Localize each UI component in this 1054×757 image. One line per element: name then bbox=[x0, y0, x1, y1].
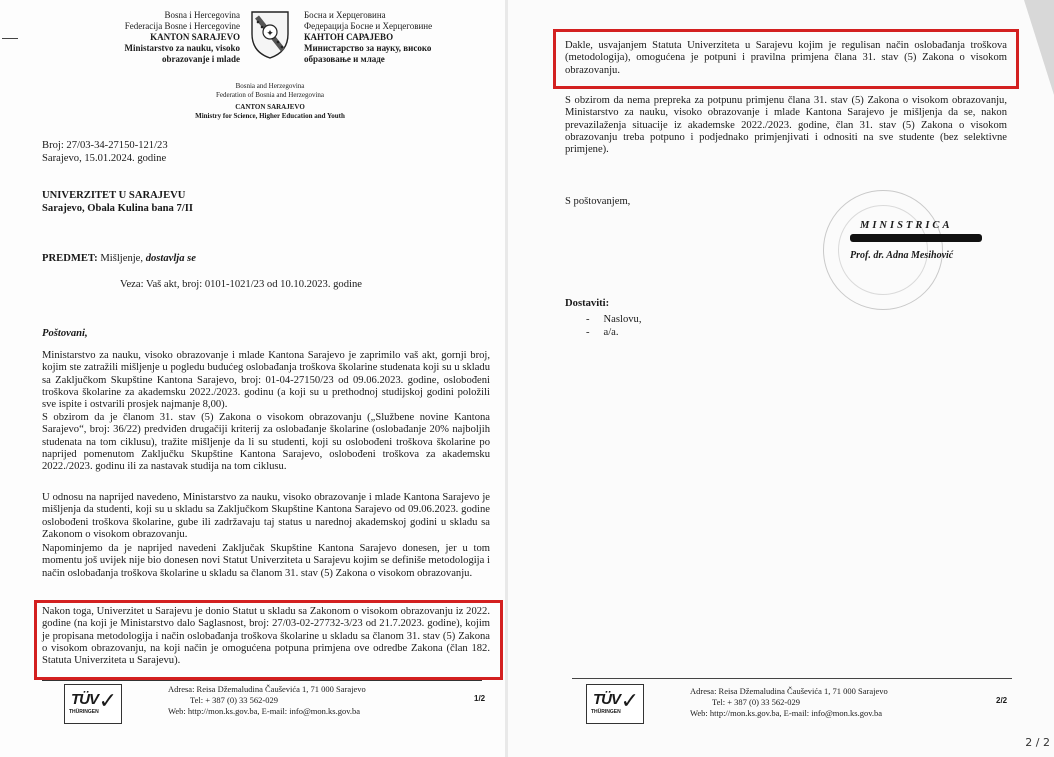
footer-contact-2: Adresa: Reisa Džemaludina Čauševića 1, 71 000 Sarajevo Tel: + 387 (0) 33 562-029 Web: http://mon.ks.gov.ba, E-mail: info@mon.ks.gov.ba bbox=[690, 686, 888, 718]
page-indicator: 2 / 2 bbox=[1025, 736, 1050, 749]
paragraph-4: Napominjemo da je naprijed navedeni Zaključak Skupštine Kantona Sarajevo donesen, jer u tom momentu još uvijek nije bio donesen novi Statut Univerziteta u Sarajevu kojim se definiše metodologija i način oslobađanja troškova školarine u skladu sa članom 31. stav (5) Zakona o visokom obrazovanju. bbox=[42, 543, 490, 579]
checkmark-icon: ✓ bbox=[98, 688, 117, 713]
page-number-1: 1/2 bbox=[474, 694, 486, 703]
closing: S poštovanjem, bbox=[565, 196, 631, 207]
document-page-1 bbox=[0, 0, 505, 757]
edge-mark bbox=[2, 38, 18, 39]
distribution-list bbox=[586, 313, 642, 339]
signer-name: Prof. dr. Adna Mesihović bbox=[850, 250, 954, 261]
letterhead-latin: Bosna i Hercegovina Federacija Bosne i Hercegovine KANTON SARAJEVO Ministarstvo za nauku, visoko obrazovanje i mlade bbox=[124, 10, 240, 64]
page2-paragraph-1: Dakle, usvajanjem Statuta Univerziteta u Sarajevu kojim je regulisan način oslobađanja troškova (metodologija), omogućena je potpuni i pravilna primjena člana 31. stav (5) Zakona o visokom obrazovanju. bbox=[565, 40, 1007, 76]
letterhead-english: Bosnia and Herzegovina Federation of Bosnia and Herzegovina CANTON SARAJEVO Ministry for Science, Higher Education and Youth bbox=[195, 82, 345, 120]
coat-of-arms-icon bbox=[248, 8, 292, 60]
svg-text:✦: ✦ bbox=[266, 29, 274, 39]
document-reference bbox=[42, 139, 168, 165]
recipient-address: Sarajevo, Obala Kulina bana 7/II bbox=[42, 203, 193, 214]
page-corner-fold bbox=[1024, 0, 1054, 95]
veza-line: Veza: Vaš akt, broj: 0101-1021/23 od 10.10.2023. godine bbox=[120, 279, 362, 290]
salutation: Poštovani, bbox=[42, 328, 88, 339]
distribution-item: - a/a. bbox=[586, 327, 619, 338]
checkmark-icon: ✓ bbox=[620, 688, 639, 713]
tuv-certification-logo-2: TÜV THÜRINGEN ✓ bbox=[586, 684, 644, 724]
letterhead-cyrillic: Босна и Херцеговина Федерација Босне и Херцеговине КАНТОН САРАЈЕВО Министарство за науку, високо образовање и младе bbox=[304, 10, 433, 64]
footer-contact: Adresa: Reisa Džemaludina Čauševića 1, 71 000 Sarajevo Tel: + 387 (0) 33 562-029 Web: http://mon.ks.gov.ba, E-mail: info@mon.ks.gov.ba bbox=[168, 684, 366, 716]
distribution-item: - Naslovu, bbox=[586, 314, 642, 325]
paragraph-1: Ministarstvo za nauku, visoko obrazovanje i mlade Kantona Sarajevo je zaprimilo vaš akt, gornji broj, kojim ste zatražili mišljenje u pogledu budućeg oslobađanja troškova školarine studenata koji su u skladu sa Zaključkom Skupštine Kantona Sarajevo, broj: 01-04-27150/23 od 09.06.2023. godine, oslobođeni troškova školarine za akademsku 2022./2023. godinu (a koji su u prethodnoj studijskoj godini položili sve ispite i ostvarili prosjek najmanje 8,00). bbox=[42, 350, 490, 411]
page2-paragraph-2: S obzirom da nema prepreka za potpunu primjenu člana 31. stav (5) Zakona o visokom obrazovanju, Ministarstvo za nauku, visoko obrazovanje i mlade Kantona Sarajevo je mišljenja da se, nakon prevazilaženja situacije iz akademske 2022./2023. godine, član 31. stav (5) Zakona o visokom obrazovanju treba potpuno i podjednako primjenjivati i odnositi na sve studente (bez selektivne primjene). bbox=[565, 95, 1007, 156]
broj: Broj: 27/03-34-27150-121/23 bbox=[42, 140, 168, 151]
paragraph-2: S obzirom da je članom 31. stav (5) Zakona o visokom obrazovanju („Službene novine Kantona Sarajevo“, broj: 36/22) predviđen drugačiji kriterij za oslobađanje školarine (oslobađanje 20% najboljih studenata na tom ciklusu), tražite mišljenje da li su studenti, koji su oslobođeni troškova školarine po naprijed pomenutom Zaključku Skupštine Kantona Sarajevo, oslobođeni troškova za akademsku 2022./2023. godinu ili za nastavak studija na tom ciklusu. bbox=[42, 412, 490, 473]
redacted-signature bbox=[850, 234, 982, 242]
dostaviti-label: Dostaviti: bbox=[565, 298, 610, 309]
predmet-line: PREDMET: Mišljenje, dostavlja se bbox=[42, 253, 197, 264]
footer-divider-2 bbox=[572, 678, 1012, 679]
tuv-certification-logo: TÜV THÜRINGEN ✓ bbox=[64, 684, 122, 724]
paragraph-3: U odnosu na naprijed navedeno, Ministarstvo za nauku, visoko obrazovanje i mlade Kantona Sarajevo je mišljenja da studenti, koji su u skladu sa Zaključkom Skupštine Kantona Sarajevo od 09.06.2023. godine oslobođeni troškova školarine, gube ili zadržavaju taj status u narednoj akademskoj godini u skladu sa Zakonom o visokom obrazovanju. bbox=[42, 492, 490, 540]
page-number-2: 2/2 bbox=[996, 696, 1008, 705]
datum: Sarajevo, 15.01.2024. godine bbox=[42, 153, 167, 164]
recipient-block bbox=[42, 189, 193, 215]
recipient-name: UNIVERZITET U SARAJEVU bbox=[42, 190, 186, 201]
document-page-2 bbox=[508, 0, 1054, 757]
footer-divider bbox=[42, 680, 482, 681]
signer-title: MINISTRICA bbox=[860, 220, 953, 231]
paragraph-5: Nakon toga, Univerzitet u Sarajevu je donio Statut u skladu sa Zakonom o visokom obrazovanju iz 2022. godine (na koji je Ministarstvo dalo Saglasnost, broj: 27/03-02-27732-3/23 od 21.7.2023. godine), kojim je propisana metodologija i način oslobađanja troškova školarine u skladu sa članom 31. stav (5) Zakona o visokom obrazovanju, na koji način je omogućena potpuna primjena ove odredbe Zakona (član 182. Statuta Univerziteta u Sarajevu). bbox=[42, 606, 490, 667]
